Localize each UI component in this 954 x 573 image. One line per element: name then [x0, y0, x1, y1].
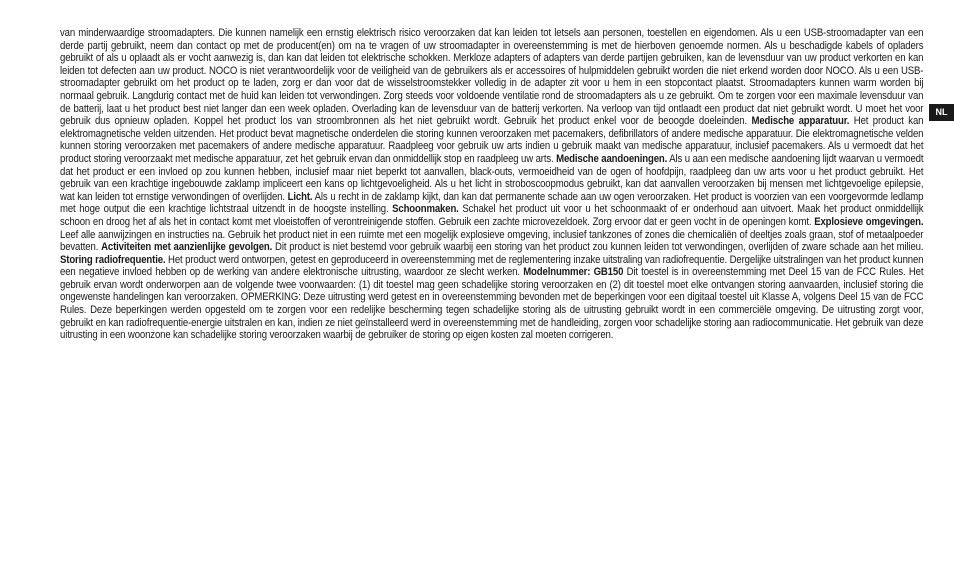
- text-run: Schakel het product uit voor u het schoonmaakt of er onderhoud aan uitvoert. Maak het product onmiddellijk schoon en droog het af als het in contact komt met vloeistoffen of verontreinigende stoffen. Gebruik een zachte microvezeldoek. Zorg ervoor dat er geen vocht in de openingen komt.: [60, 203, 924, 228]
- text-run: Als u recht in de zaklamp kijkt, dan kan dat permanente schade aan uw ogen veroorzaken. Het product is voorzien van een voorgevormde ledlamp met hoge output die een krachtige lichtstraal uitzendt in de hoogste instelling.: [60, 190, 924, 216]
- text-run: Het product kan elektromagnetische velden uitzenden. Het product bevat magnetische onderdelen die storing kunnen veroorzaken met pacemakers, defibrillators of andere medische apparatuur. Die elektromagnetische velden kunnen storing veroorzaken met pacemakers of andere medische apparatuur. Raadpleeg voor gebruik uw arts indien u gebruik maakt van medische apparatuur, inclusief pacemakers. Als u vermoedt dat het product storing veroorzaakt met medische apparatuur, zet het gebruik ervan dan onmiddellijk stop en raadpleeg uw arts.: [60, 115, 924, 165]
- text-run: Dit toestel is in overeenstemming met Deel 15 van de FCC Rules. Het gebruik ervan wordt onderworpen aan de volgende twee voorwaarden: (1) dit toestel mag geen schadelijke storing veroorzaken en (2) dit toestel moet elke ontvangen storing aanvaarden, inclusief storing die ongewenste handelingen kan veroorzaken. OPMERKING: Deze uitrusting werd getest en in overeenstemming bevonden met de beperkingen voor een digitaal toestel uit Klasse A, volgens Deel 15 van de FCC Rules. Deze beperkingen werden opgesteld om te zorgen voor een redelijke bescherming tegen schadelijke storing als de uitrusting gebruikt wordt in een commerciële omgeving. De uitrusting zorgt voor, gebruikt en kan radiofrequentie-energie uitstralen en kan, indien ze niet geïnstalleerd werd in overeenstemming met de handleiding, zorgen voor schadelijke storing aan radiocommunicatie. Het gebruik van deze uitrusting in een woonzone kan schadelijke storing veroorzaken waarbij de gebruiker de storing op eigen kosten zal moeten corrigeren.: [60, 266, 924, 342]
- language-tab: NL: [929, 104, 954, 121]
- section-heading: Modelnummer: GB150: [523, 266, 624, 279]
- section-heading: Licht.: [287, 190, 313, 203]
- text-run: Leef alle aanwijzingen en instructies na. Gebruik het product niet in een ruimte met een mogelijk explosieve omgeving, inclusief tankzones of zones die chemicaliën of deeltjes zoals graan, stof of metaalpoeder bevatten.: [60, 228, 924, 254]
- section-heading: Explosieve omgevingen.: [814, 215, 924, 228]
- text-run: Als u aan een medische aandoening lijdt waarvan u vermoedt dat het product er een invloed op zou kunnen hebben, inclusief maar niet beperkt tot aanvallen, black-outs, vermoeidheid van de ogen of hoofdpijn, raadpleeg dan uw arts voor u het product gebruikt. Het gebruik van een krachtige ingebouwde zaklamp impliceert een kans op lichtgevoeligheid. Als u het licht in stroboscoopmodus gebruikt, kan dat aanvallen veroorzaken bij mensen met lichtgevoelige epilepsie, wat kan leiden tot ernstige verwondingen of overlijden.: [60, 152, 924, 203]
- section-heading: Schoonmaken.: [392, 203, 459, 216]
- section-heading: Medische aandoeningen.: [556, 152, 668, 165]
- text-run: van minderwaardige stroomadapters. Die kunnen namelijk een ernstig elektrisch risico veroorzaken dat kan leiden tot letsels aan personen, toestellen en eigendomen. Als u een USB-stroomadapter van een derde partij gebruikt, neem dan contact op met de producent(en) om na te vragen of uw stroomadapter in overeenstemming is met de hierboven genoemde normen. Als u beschadigde kabels of opladers gebruikt of als u oplaadt als er vocht aanwezig is, dan kan dat leiden tot elektrische schokken. Merkloze adapters of adapters van derde partijen gebruiken, kan de levensduur van uw product verkorten en kan leiden tot defecten aan uw product. NOCO is niet verantwoordelijk voor de veiligheid van de gebruikers als er accessoires of hulpmiddelen gebruikt worden die niet erkend worden door NOCO. Als u een USB-stroomadapter gebruikt om het product op te laden, zorg er dan voor dat de wisselstroomstekker volledig in de adapter zit voor u hem in een stopcontact plaatst. Stroomadapters kunnen warm worden bij normaal gebruik. Langdurig contact met de huid kan leiden tot verwondingen. Zorg steeds voor voldoende ventilatie rond de stroomadapters als u ze gebruikt. Om te zorgen voor een maximale levensduur van de batterij, laat u het product best niet langer dan een week opladen. Overlading kan de levensduur van de batterij verkorten. Na verloop van tijd ontlaadt een product dat niet gebruikt wordt. U moet het voor gebruik dus opnieuw opladen. Koppel het product los van stroombronnen als het niet gebruikt wordt. Gebruik het product enkel voor de beoogde doeleinden.: [60, 27, 924, 128]
- section-heading: Activiteiten met aanzienlijke gevolgen.: [101, 241, 273, 254]
- text-run: Dit product is niet bestemd voor gebruik waarbij een storing van het product zou kunnen leiden tot verwondingen, overlijden of zware schade aan het milieu.: [272, 241, 924, 254]
- section-heading: Medische apparatuur.: [751, 115, 850, 128]
- text-run: Het product werd ontworpen, getest en geproduceerd in overeenstemming met de reglementering inzake uitstraling van radiofrequentie. Dergelijke uitstralingen van het product kunnen een negatieve invloed hebben op de werking van andere elektronische uitrusting, waardoor ze slecht werken.: [60, 253, 924, 279]
- section-heading: Storing radiofrequentie.: [60, 253, 166, 266]
- body-text: [60, 27, 923, 342]
